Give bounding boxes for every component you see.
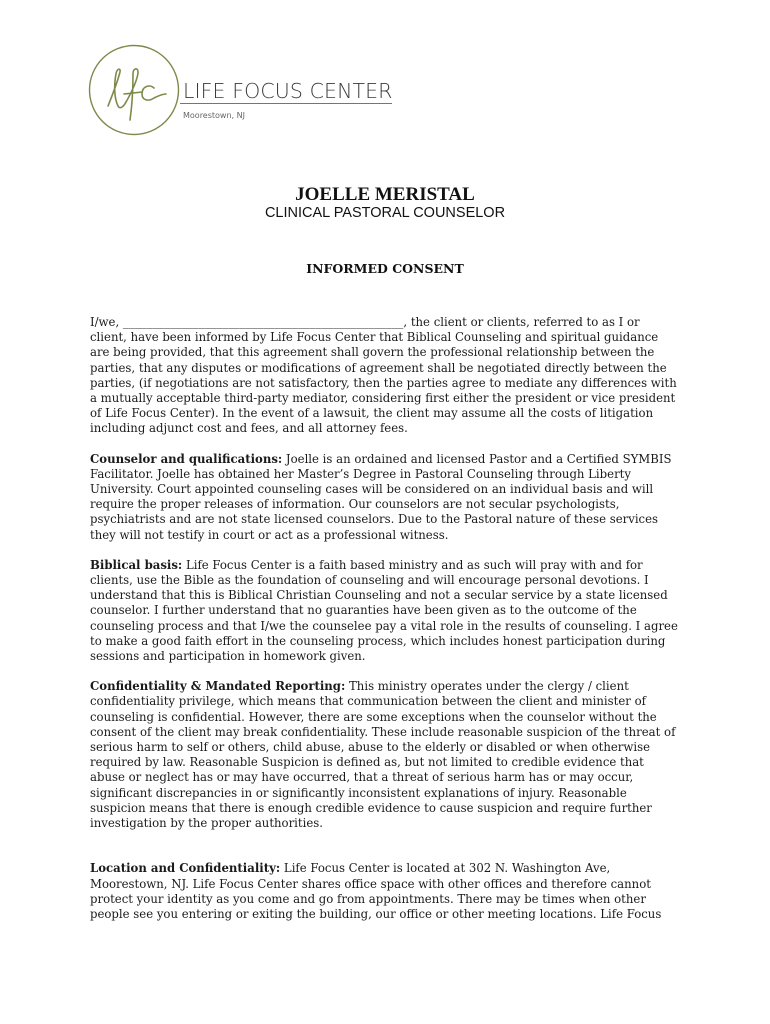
logo-circle	[90, 46, 179, 135]
document-body	[90, 315, 680, 937]
org-name-underline	[180, 103, 392, 104]
counselor-qualifications-section	[90, 452, 680, 543]
section-text: Joelle is an ordained and licensed Pastor and a Certified SYMBIS Facilitator. Joelle has obtained her Master’s Degree in Pastoral Counseling through Liberty University. Court appointed counseling cases will be considered on an individual basis and will require the proper releases of information. Our counselors are not secular psychologists, psychiatrists and are not state licensed counselors. Due to the Pastoral nature of these services they will not testify in court or act as a professional witness.	[90, 451, 672, 542]
life-focus-center-logo	[88, 44, 180, 136]
org-location: Moorestown, NJ	[183, 111, 245, 120]
intro-paragraph: I/we, ________________________________________________, the client or clients, referred to as I or client, have been informed by Life Focus Center that Biblical Counseling and spiritual guidance are being provided, that this agreement shall govern the professional relationship between the parties, that any disputes or modifications of agreement shall be negotiated directly between the parties, (if negotiations are not satisfactory, then the parties agree to mediate any differences with a mutually acceptable third-party mediator, considering first either the president or vice president of Life Focus Center). In the event of a lawsuit, the client may assume all the costs of litigation including adjunct cost and fees, and all attorney fees.	[90, 315, 677, 436]
org-name: LIFE FOCUS CENTER	[183, 79, 393, 103]
document-heading: INFORMED CONSENT	[306, 261, 464, 276]
section-label: Location and Confidentiality:	[90, 861, 281, 876]
section-label: Biblical basis:	[90, 557, 183, 572]
logo-monogram-f	[124, 69, 142, 120]
section-text: Life Focus Center is a faith based ministry and as such will pray with and for clients, use the Bible as the foundation of counseling and will encourage personal devotions. I understand that this is Biblical Christian Counseling and not a secular service by a state licensed counselor. I further understand that no guaranties have been given as to the outcome of the counseling process and that I/we the counselee pay a vital role in the results of counseling. I agree to make a good faith effort in the counseling process, which includes honest participation during sessions and participation in homework given.	[90, 557, 678, 664]
section-text: This ministry operates under the clergy / client confidentiality privilege, which means that communication between the client and minister of counseling is confidential. However, there are some exceptions when the counselor without the consent of the client may break confidentiality. These include reasonable suspicion of the threat of serious harm to self or others, child abuse, abuse to the elderly or disabled or when otherwise required by law. Reasonable Suspicion is defined as, but not limited to credible evidence that abuse or neglect has or may have occurred, that a threat of serious harm has or may occur, significant discrepancies in or significantly inconsistent explanations of injury. Reasonable suspicion means that there is enough credible evidence to cause suspicion and require further investigation by the proper authorities.	[90, 679, 676, 831]
section-label: Counselor and qualifications:	[90, 451, 283, 466]
logo-monogram-l	[108, 69, 126, 107]
section-text: Life Focus Center is located at 302 N. Washington Ave, Moorestown, NJ. Life Focus Center shares office space with other offices and therefore cannot protect your identity as you come and go from appointments. There may be times when other people see you entering or exiting the building, our office or other meeting locations. Life Focus	[90, 861, 662, 921]
logo-monogram-c	[142, 86, 166, 100]
section-label: Confidentiality & Mandated Reporting:	[90, 679, 346, 694]
counselor-name: JOELLE MERISTAL	[295, 184, 475, 205]
confidentiality-section	[90, 679, 680, 831]
biblical-basis-section	[90, 558, 680, 664]
location-confidentiality-section	[90, 861, 680, 922]
counselor-title: CLINICAL PASTORAL COUNSELOR	[264, 205, 506, 221]
